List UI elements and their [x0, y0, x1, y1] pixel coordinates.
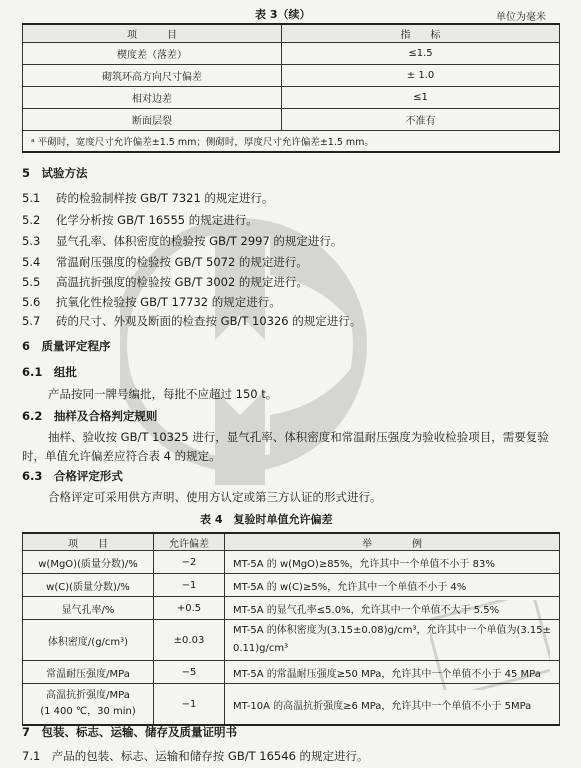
- table3-cell: 楔度差（落差）: [23, 43, 282, 65]
- table-row: [23, 597, 560, 620]
- section5-heading: 5 试验方法: [22, 166, 88, 180]
- table4-deviation: −1: [154, 684, 225, 726]
- table-row: [23, 65, 560, 87]
- section6-2-text-line1: 抽样、验收按 GB/T 10325 进行，显气孔率、体积密度和常温耐压强度为验收检验项目，需要复验: [48, 430, 549, 444]
- section7-heading: 7 包装、标志、运输、储存及质量证明书: [22, 725, 237, 739]
- item-number: 5.1: [22, 191, 41, 205]
- item-number: 5.7: [22, 314, 41, 328]
- table4: [22, 532, 560, 726]
- table4-example: [225, 620, 560, 661]
- section5-item: [22, 254, 308, 270]
- item-text: 抗氧化性检验按 GB/T 17732 的规定进行。: [56, 295, 281, 309]
- section7-1-text: 7.1 产品的包装、标志、运输和储存按 GB/T 16546 的规定进行。: [22, 749, 369, 763]
- table3-header-item: 项 目: [23, 24, 282, 43]
- table4-deviation: −1: [154, 574, 225, 597]
- table4-item: 体积密度/(g/cm³): [23, 620, 154, 661]
- item-text: 显气孔率、体积密度的检验按 GB/T 2997 的规定进行。: [56, 234, 343, 248]
- table3-cell: ± 1.0: [282, 65, 560, 87]
- table-row: [23, 684, 560, 726]
- section5-item: [22, 233, 342, 249]
- section6-1-heading: 6.1 组批: [22, 365, 77, 379]
- table4-example: MT-5A 的 w(C)≥5%，允许其中一个单值不小于 4%: [225, 574, 560, 597]
- item-number: 5.5: [22, 275, 41, 289]
- table4-header-example: 举 例: [225, 533, 560, 551]
- table4-deviation: +0.5: [154, 597, 225, 620]
- section6-2-text-line2: 时，单值允许偏差应符合表 4 的规定。: [22, 449, 221, 463]
- table-row: [23, 574, 560, 597]
- table4-header-item: 项 目: [23, 533, 154, 551]
- table-row: [23, 620, 560, 661]
- table4-caption: 表 4 复验时单值允许偏差: [200, 513, 333, 526]
- table3-unit: 单位为毫米: [496, 12, 546, 23]
- table-row: [23, 87, 560, 109]
- section6-heading: 6 质量评定程序: [22, 339, 111, 353]
- table3-footnote: ᵃ 平砌时，宽度尺寸允许偏差±1.5 mm；侧砌时，厚度尺寸允许偏差±1.5 mm。: [23, 131, 560, 153]
- table4-example: MT-5A 的 w(MgO)≥85%，允许其中一个单值不小于 83%: [225, 551, 560, 574]
- table3-cell: ≤1.5: [282, 43, 560, 65]
- section5-item: [22, 190, 273, 206]
- table-row: [23, 661, 560, 684]
- section6-3-text: 合格评定可采用供方声明、使用方认定或第三方认证的形式进行。: [48, 490, 382, 504]
- section6-1-text: 产品按同一牌号编批，每批不应超过 150 t。: [48, 387, 278, 401]
- section6-2-heading: 6.2 抽样及合格判定规则: [22, 409, 158, 423]
- item-text: 砖的尺寸、外观及断面的检查按 GB/T 10326 的规定进行。: [56, 314, 362, 328]
- table4-item: 常温耐压强度/MPa: [23, 661, 154, 684]
- item-text: 高温抗折强度的检验按 GB/T 3002 的规定进行。: [56, 275, 308, 289]
- section6-3-heading: 6.3 合格评定形式: [22, 469, 123, 483]
- item-number: 5.6: [22, 295, 41, 309]
- item-number: 5.4: [22, 255, 41, 269]
- section5-item: [22, 212, 258, 228]
- table4-header-deviation: 允许偏差: [154, 533, 225, 551]
- table3-cell: ≤1: [282, 87, 560, 109]
- table4-example: MT-5A 的常温耐压强度≥50 MPa，允许其中一个单值不小于 45 MPa: [225, 661, 560, 684]
- table-row: [23, 43, 560, 65]
- table3-cell: 砌筑环高方向尺寸偏差: [23, 65, 282, 87]
- example-line: 0.11)g/cm³: [233, 643, 289, 654]
- item-text: 砖的检验制样按 GB/T 7321 的规定进行。: [56, 191, 274, 205]
- table4-item: w(C)(质量分数)/%: [23, 574, 154, 597]
- item-text: 化学分析按 GB/T 16555 的规定进行。: [56, 213, 258, 227]
- item-number: 5.3: [22, 234, 41, 248]
- table3-header-spec: 指 标: [282, 24, 560, 43]
- table3-cell: 相对边差: [23, 87, 282, 109]
- table3-cell: 断面层裂: [23, 109, 282, 131]
- table3: [22, 23, 560, 153]
- table4-item: w(MgO)(质量分数)/%: [23, 551, 154, 574]
- table-row: [23, 551, 560, 574]
- table4-example: MT-5A 的显气孔率≤5.0%，允许其中一个单值不大于 5.5%: [225, 597, 560, 620]
- table3-cell: 不准有: [282, 109, 560, 131]
- item-number: 5.2: [22, 213, 41, 227]
- table4-deviation: −2: [154, 551, 225, 574]
- section5-item: [22, 294, 281, 310]
- section5-item: [22, 313, 361, 329]
- item-text: 常温耐压强度的检验按 GB/T 5072 的规定进行。: [56, 255, 308, 269]
- table4-example: MT-10A 的高温抗折强度≥6 MPa，允许其中一个单值不小于 5MPa: [225, 684, 560, 726]
- table4-item: 显气孔率/%: [23, 597, 154, 620]
- table3-caption: 表 3（续）: [255, 8, 311, 21]
- table4-item: 高温抗折强度/MPa (1 400 ℃，30 min): [23, 684, 154, 726]
- example-line: MT-5A 的体积密度为(3.15±0.08)g/cm³，允许其中一个单值为(3.15±: [233, 625, 552, 636]
- section5-item: [22, 274, 308, 290]
- table4-deviation: −5: [154, 661, 225, 684]
- table-row: [23, 109, 560, 131]
- table-row: [23, 131, 560, 153]
- table4-deviation: ±0.03: [154, 620, 225, 661]
